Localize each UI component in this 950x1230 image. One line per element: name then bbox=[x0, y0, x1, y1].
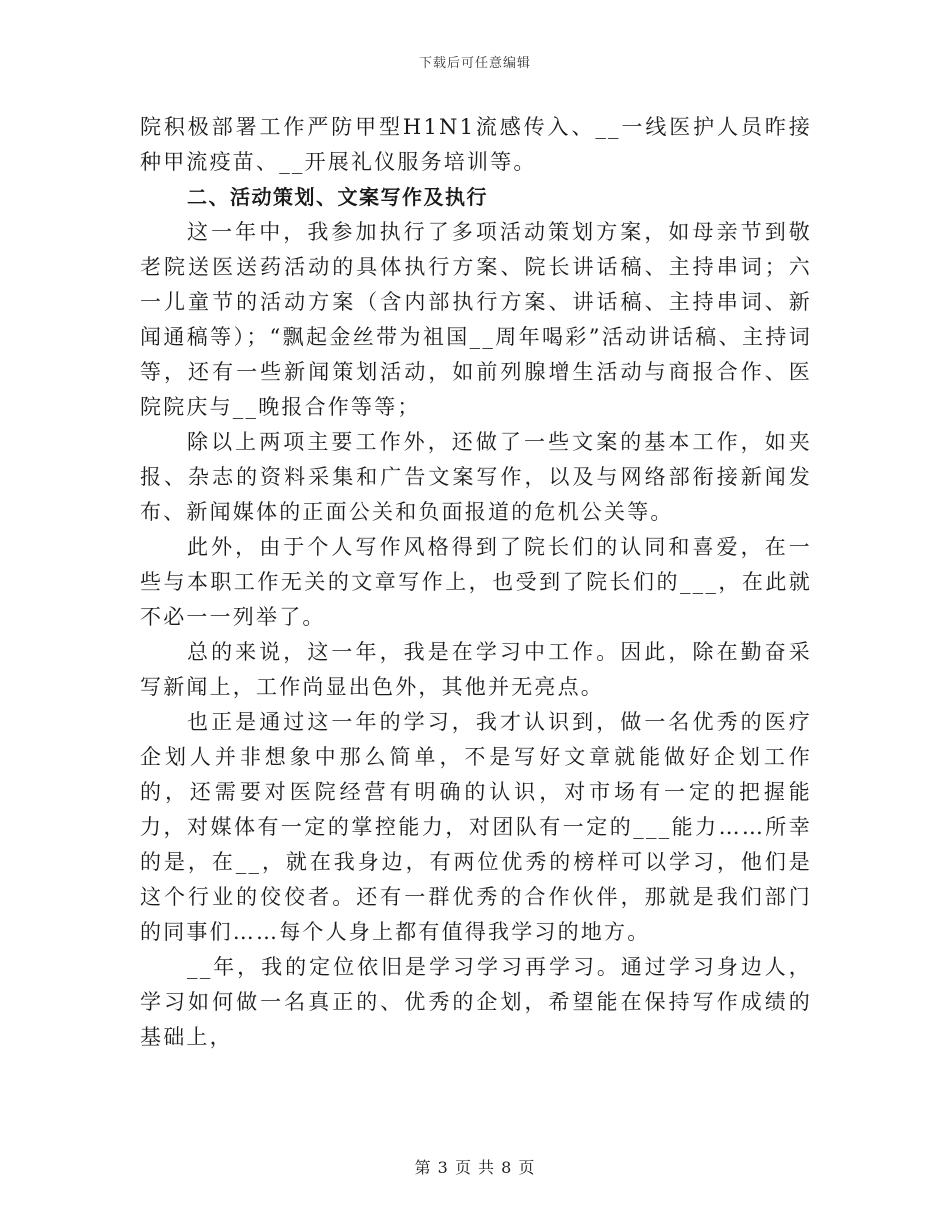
section-heading: 二、活动策划、文案写作及执行 bbox=[187, 185, 488, 209]
paragraph: 这一年中，我参加执行了多项活动策划方案，如母亲节到敬老院送医送药活动的具体执行方案、院长讲话稿、主持串词；六一儿童节的活动方案（含内部执行方案、讲话稿、主持串词、新闻通稿等）；“飘起金丝带为祖国__周年喝彩”活动讲话稿、主持词等，还有一些新闻策划活动，如前列腺增生活动与商报合作、医院院庆与__晚报合作等等； bbox=[140, 220, 812, 419]
paragraph-continuation: 院积极部署工作严防甲型H1N1流感传入、__一线医护人员昨接种甲流疫苗、__开展礼仪服务培训等。 bbox=[140, 115, 812, 174]
paragraph: 总的来说，这一年，我是在学习中工作。因此，除在勤奋采写新闻上，工作尚显出色外，其他并无亮点。 bbox=[140, 640, 812, 699]
paragraph: 除以上两项主要工作外，还做了一些文案的基本工作，如夹报、杂志的资料采集和广告文案写作，以及与网络部衔接新闻发布、新闻媒体的正面公关和负面报道的危机公关等。 bbox=[140, 430, 812, 524]
page-header: 下载后可任意编辑 bbox=[418, 56, 531, 71]
paragraph: 此外，由于个人写作风格得到了院长们的认同和喜爱，在一些与本职工作无关的文章写作上，也受到了院长们的___，在此就不必一一列举了。 bbox=[140, 535, 812, 629]
paragraph: 也正是通过这一年的学习，我才认识到，做一名优秀的医疗企划人并非想象中那么简单，不是写好文章就能做好企划工作的，还需要对医院经营有明确的认识，对市场有一定的把握能力，对媒体有一定的掌控能力，对团队有一定的___能力……所幸的是，在__，就在我身边，有两位优秀的榜样可以学习，他们是这个行业的佼佼者。还有一群优秀的合作伙伴，那就是我们部门的同事们……每个人身上都有值得我学习的地方。 bbox=[140, 710, 812, 944]
document-body bbox=[140, 110, 812, 1055]
page-number-footer: 第 3 页 共 8 页 bbox=[414, 1158, 536, 1177]
paragraph: __年，我的定位依旧是学习学习再学习。通过学习身边人，学习如何做一名真正的、优秀的企划，希望能在保持写作成绩的基础上， bbox=[140, 955, 812, 1049]
